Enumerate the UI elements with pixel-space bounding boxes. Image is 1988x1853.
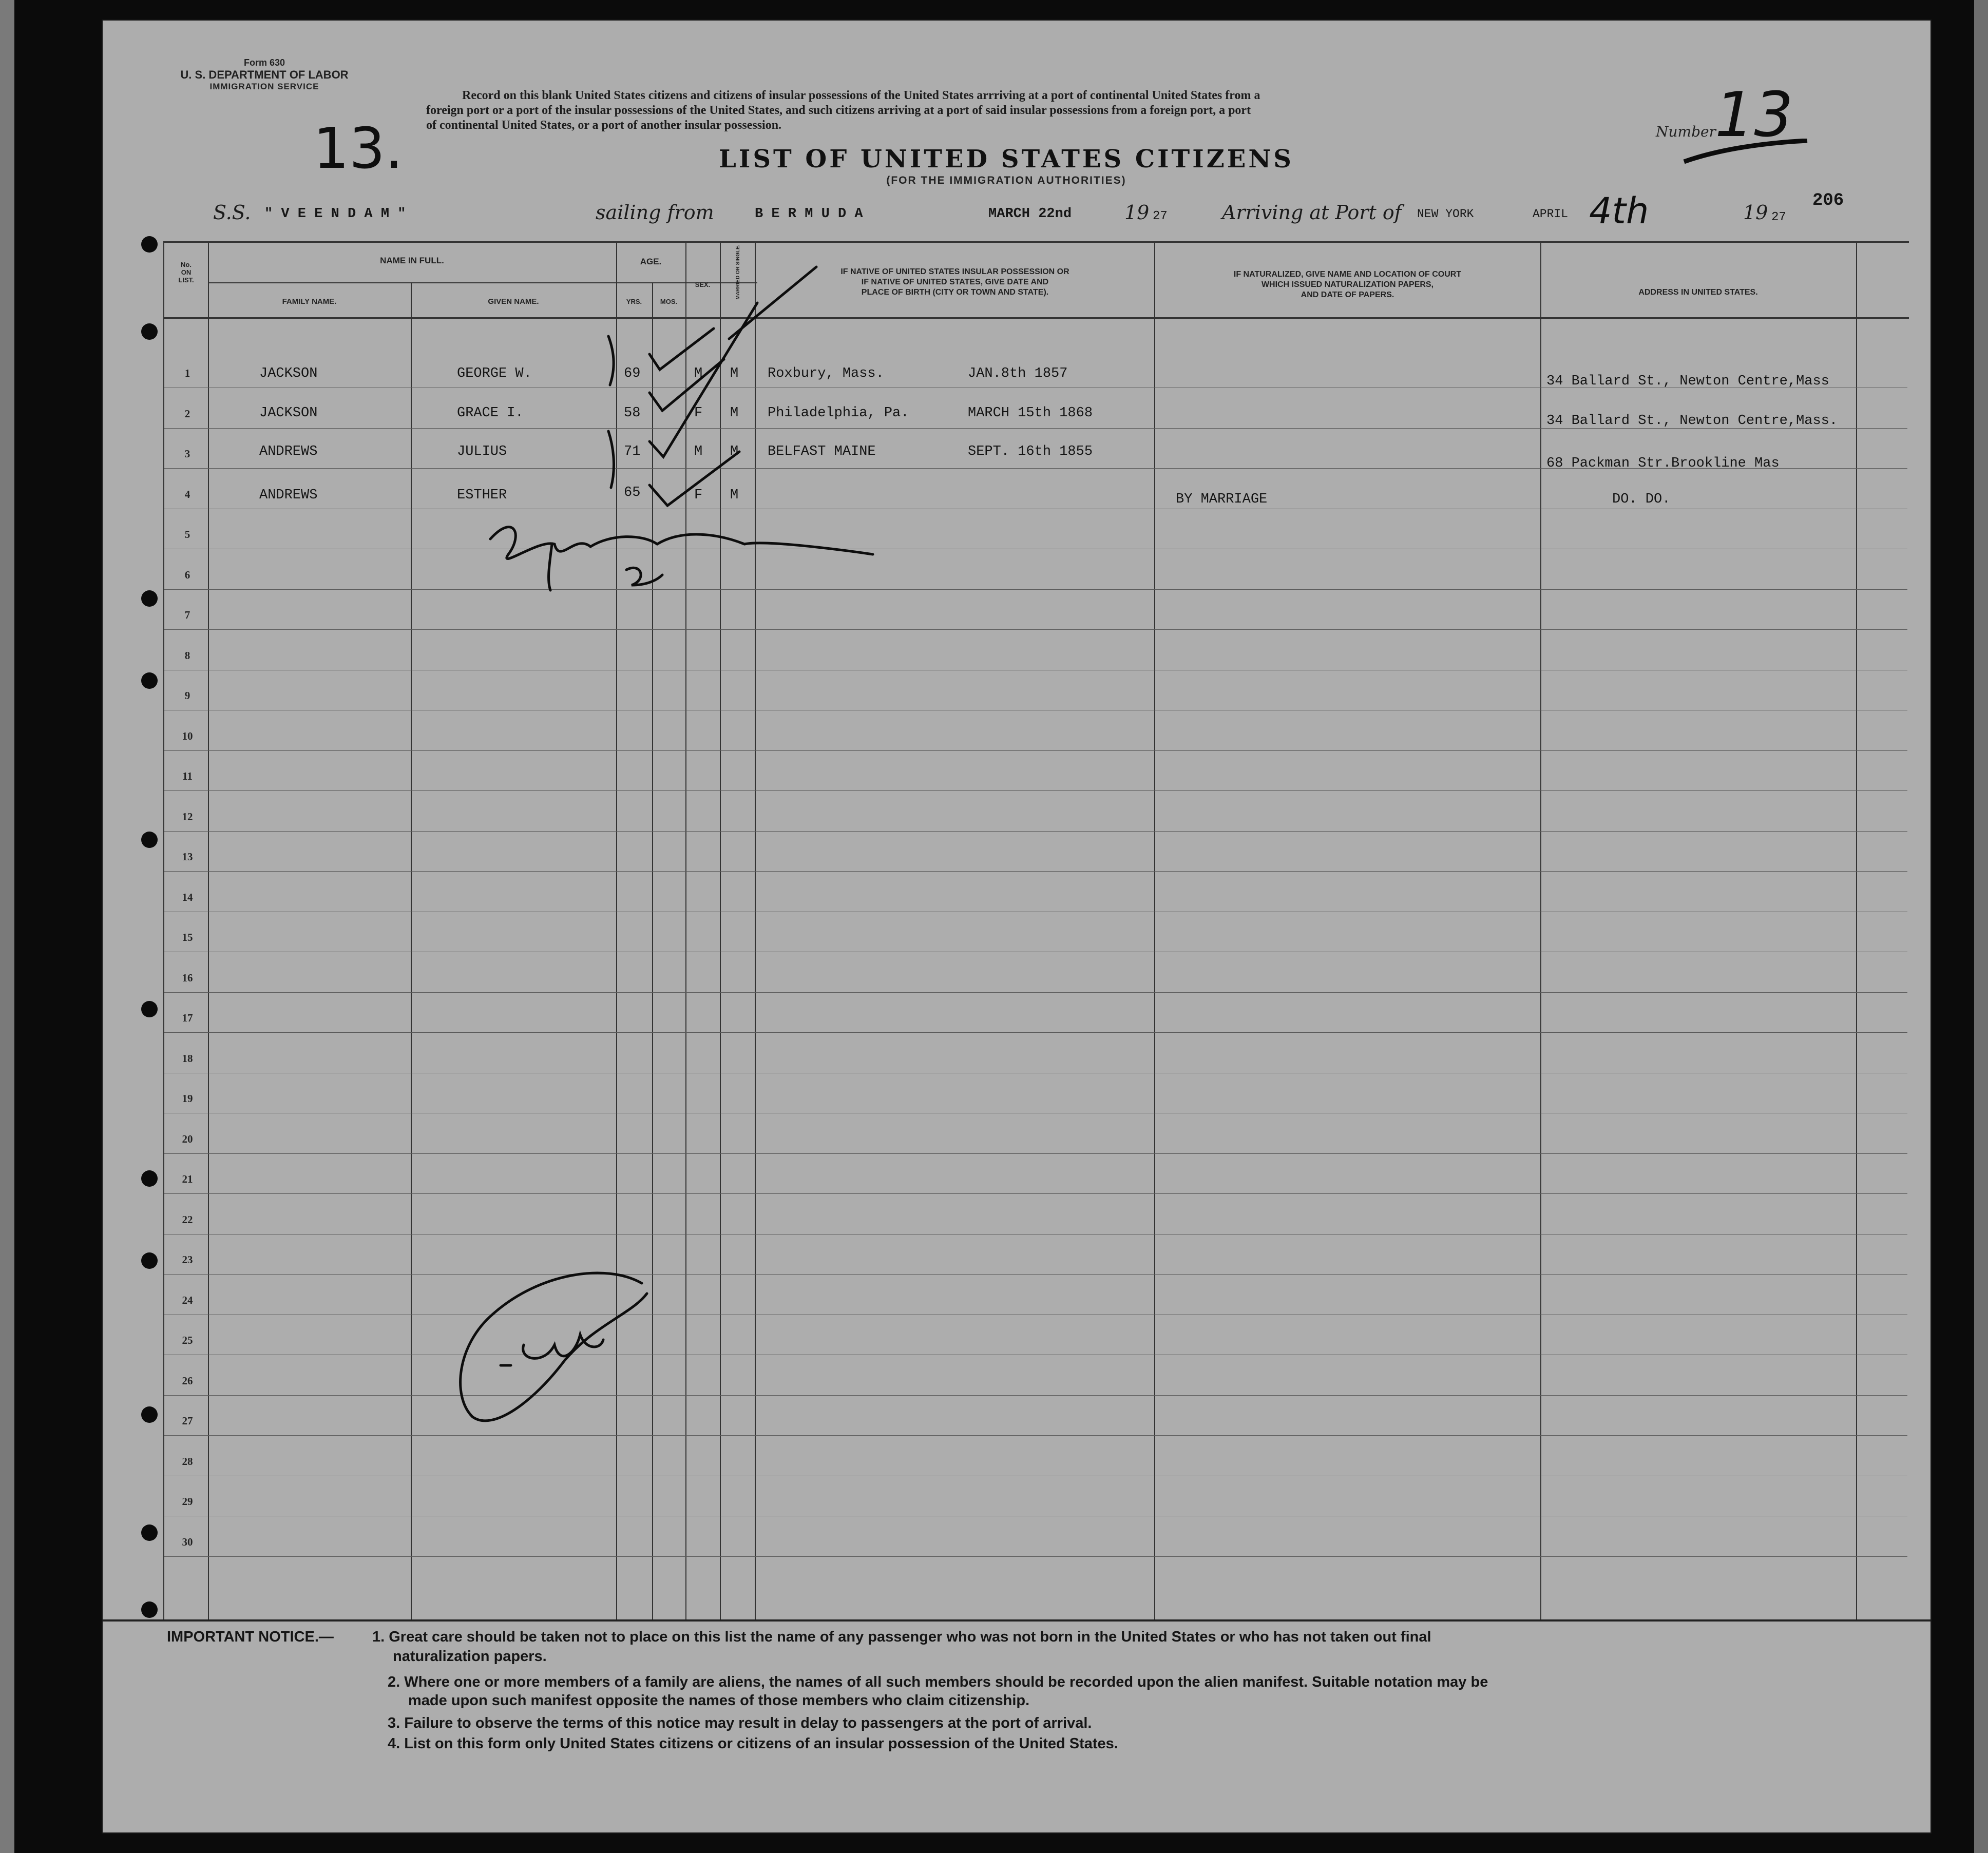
row-number: 13	[182, 851, 193, 863]
notice-item-4: 4. List on this form only United States citizens or citizens of an insular possession of the United States.	[388, 1735, 1118, 1752]
row-number: 2	[184, 407, 190, 420]
row-number: 8	[184, 649, 190, 662]
row-number: 14	[182, 891, 193, 903]
punch-hole	[141, 236, 158, 253]
given-name-cell: GEORGE W.	[457, 366, 532, 381]
punch-hole	[141, 323, 158, 340]
marital-status-cell: M	[730, 406, 739, 421]
form-number: Form 630	[243, 57, 285, 68]
number-label: Number	[1656, 123, 1716, 140]
row-number: 25	[182, 1334, 193, 1346]
naturalization-cell: BY MARRIAGE	[1176, 492, 1268, 507]
check-mark	[649, 303, 757, 457]
arriving-label: Arriving at Port of	[1222, 201, 1402, 224]
row-number: 17	[182, 1012, 193, 1024]
instructions-line: Record on this blank United States citizens and citizens of insular possessions of the United States arrriving at a port of continental United States from a	[462, 89, 1260, 102]
birth-place-cell: Roxbury, Mass.	[768, 366, 884, 381]
ship-name: " V E E N D A M "	[264, 206, 406, 222]
departure-year: 27	[1153, 209, 1168, 223]
year-prefix: 19	[1124, 201, 1150, 224]
arrival-day: 4th	[1589, 190, 1649, 232]
punch-hole	[141, 832, 158, 848]
given-name-cell: ESTHER	[457, 488, 507, 503]
header-naturalization: IF NATURALIZED, GIVE NAME AND LOCATION OF COURT WHICH ISSUED NATURALIZATION PAPERS, AND DATE OF PAPERS.	[1233, 270, 1462, 299]
inspector-signature	[549, 544, 552, 590]
birth-date-cell: JAN.8th 1857	[968, 366, 1068, 381]
row-number: 3	[184, 448, 190, 460]
arrival-year-prefix: 19	[1743, 201, 1768, 224]
departure-date: MARCH 22nd	[988, 206, 1072, 222]
service-name: IMMIGRATION SERVICE	[209, 82, 319, 91]
header-family-name: FAMILY NAME.	[282, 297, 337, 306]
header-address: ADDRESS IN UNITED STATES.	[1638, 288, 1758, 297]
row-number: 26	[182, 1374, 193, 1387]
page-title: LIST OF UNITED STATES CITIZENS	[719, 145, 1294, 173]
notice-item-1-cont: naturalization papers.	[393, 1648, 547, 1665]
row-number: 22	[182, 1213, 193, 1226]
row-number: 6	[184, 568, 190, 581]
sex-cell: F	[694, 406, 703, 421]
row-number: 19	[182, 1092, 193, 1105]
marital-status-cell: M	[730, 366, 739, 381]
bracket-mark	[608, 336, 614, 385]
row-number: 15	[182, 931, 193, 943]
family-name-cell: ANDREWS	[259, 488, 318, 503]
header-birth-info: IF NATIVE OF UNITED STATES INSULAR POSSESSION OR IF NATIVE OF UNITED STATES, GIVE DATE AND PLACE OF BIRTH (CITY OR TOWN AND STATE).	[840, 267, 1069, 297]
given-name-cell: GRACE I.	[457, 406, 524, 421]
marital-status-cell: M	[730, 488, 739, 503]
address-cell: 34 Ballard St., Newton Centre,Mass	[1546, 374, 1829, 389]
check-mark	[649, 329, 714, 370]
address-cell: DO. DO.	[1612, 492, 1671, 507]
header-list-number: No. ON LIST.	[178, 261, 194, 284]
row-number: 24	[182, 1294, 193, 1306]
arrival-year: 27	[1771, 210, 1786, 224]
punch-hole	[141, 590, 158, 607]
row-number: 11	[182, 770, 193, 782]
birth-place-cell: BELFAST MAINE	[768, 444, 876, 459]
page-subtitle: (FOR THE IMMIGRATION AUTHORITIES)	[886, 175, 1126, 186]
header-sex: SEX.	[695, 281, 711, 288]
row-number: 5	[184, 528, 190, 541]
row-number: 7	[184, 609, 190, 621]
notice-item-3: 3. Failure to observe the terms of this notice may result in delay to passengers at the port of arrival.	[388, 1715, 1092, 1731]
page-number: 206	[1812, 191, 1844, 210]
instructions-line: foreign port or a port of the insular possessions of the United States, and such citizens arriving at a port of said insular possessions from a foreign port, a port	[426, 104, 1251, 117]
row-number: 20	[182, 1132, 193, 1145]
sex-cell: M	[694, 366, 703, 381]
handwritten-sheet-number: 13	[1715, 80, 1793, 151]
row-number: 21	[182, 1173, 193, 1185]
birth-place-cell: Philadelphia, Pa.	[768, 406, 909, 421]
check-mark	[729, 267, 816, 339]
row-number: 12	[182, 810, 193, 823]
header-months: MOS.	[660, 298, 678, 305]
punch-hole	[141, 1406, 158, 1423]
row-number: 9	[184, 689, 190, 702]
header-married-single: MARRIED OR SINGLE.	[735, 244, 741, 300]
inspector-signature	[490, 527, 873, 559]
punch-hole	[141, 1252, 158, 1269]
punch-hole	[141, 1001, 158, 1017]
family-name-cell: JACKSON	[259, 366, 318, 381]
row-number: 30	[182, 1535, 193, 1548]
punch-hole	[141, 1170, 158, 1187]
sex-cell: F	[694, 488, 703, 503]
sex-cell: M	[694, 444, 703, 459]
header-name-in-full: NAME IN FULL.	[380, 256, 444, 265]
row-number: 1	[184, 367, 190, 379]
sailing-from-label: sailing from	[596, 201, 714, 224]
handwritten-list-number: 13.	[313, 115, 403, 181]
notice-heading: IMPORTANT NOTICE.—	[167, 1629, 334, 1645]
age-years-cell: 65	[624, 485, 641, 500]
marital-status-cell: M	[730, 444, 739, 459]
punch-hole	[141, 1601, 158, 1618]
family-name-cell: JACKSON	[259, 406, 318, 421]
age-years-cell: 69	[624, 366, 641, 381]
row-number: 27	[182, 1415, 193, 1427]
check-mark	[649, 359, 724, 411]
row-number: 23	[182, 1253, 193, 1266]
header-given-name: GIVEN NAME.	[488, 297, 539, 306]
address-cell: 68 Packman Str.Brookline Mas	[1546, 456, 1780, 471]
header-age: AGE.	[640, 257, 662, 266]
row-number: 18	[182, 1052, 193, 1065]
departure-port: B E R M U D A	[755, 206, 863, 222]
ss-label: S.S.	[213, 201, 251, 224]
birth-date-cell: SEPT. 16th 1855	[968, 444, 1093, 459]
notice-item-1: 1. Great care should be taken not to place on this list the name of any passenger who was not born in the United States or who has not taken out final	[372, 1629, 1431, 1645]
instructions-line: of continental United States, or a port of another insular possession.	[426, 119, 782, 132]
notice-item-2: 2. Where one or more members of a family are aliens, the names of all such members should be recorded upon the alien manifest. Suitable notation may be	[388, 1674, 1488, 1690]
arrival-month: APRIL	[1533, 207, 1569, 221]
row-number: 16	[182, 971, 193, 984]
check-mark	[649, 452, 739, 506]
age-years-cell: 58	[624, 406, 641, 421]
department-name: U. S. DEPARTMENT OF LABOR	[180, 68, 349, 81]
header-years: YRS.	[626, 298, 642, 305]
row-number: 29	[182, 1495, 193, 1508]
arrival-port: NEW YORK	[1417, 207, 1474, 221]
row-number: 4	[184, 488, 190, 500]
age-years-cell: 71	[624, 444, 641, 459]
inspector-signature	[626, 568, 662, 585]
notice-item-2-cont: made upon such manifest opposite the names of those members who claim citizenship.	[408, 1692, 1030, 1709]
bracket-mark	[608, 431, 614, 488]
family-name-cell: ANDREWS	[259, 444, 318, 459]
birth-date-cell: MARCH 15th 1868	[968, 406, 1093, 421]
punch-hole	[141, 672, 158, 689]
address-cell: 34 Ballard St., Newton Centre,Mass.	[1546, 413, 1838, 429]
row-number: 10	[182, 729, 193, 742]
punch-hole	[141, 1524, 158, 1541]
row-number: 28	[182, 1455, 193, 1468]
given-name-cell: JULIUS	[457, 444, 507, 459]
